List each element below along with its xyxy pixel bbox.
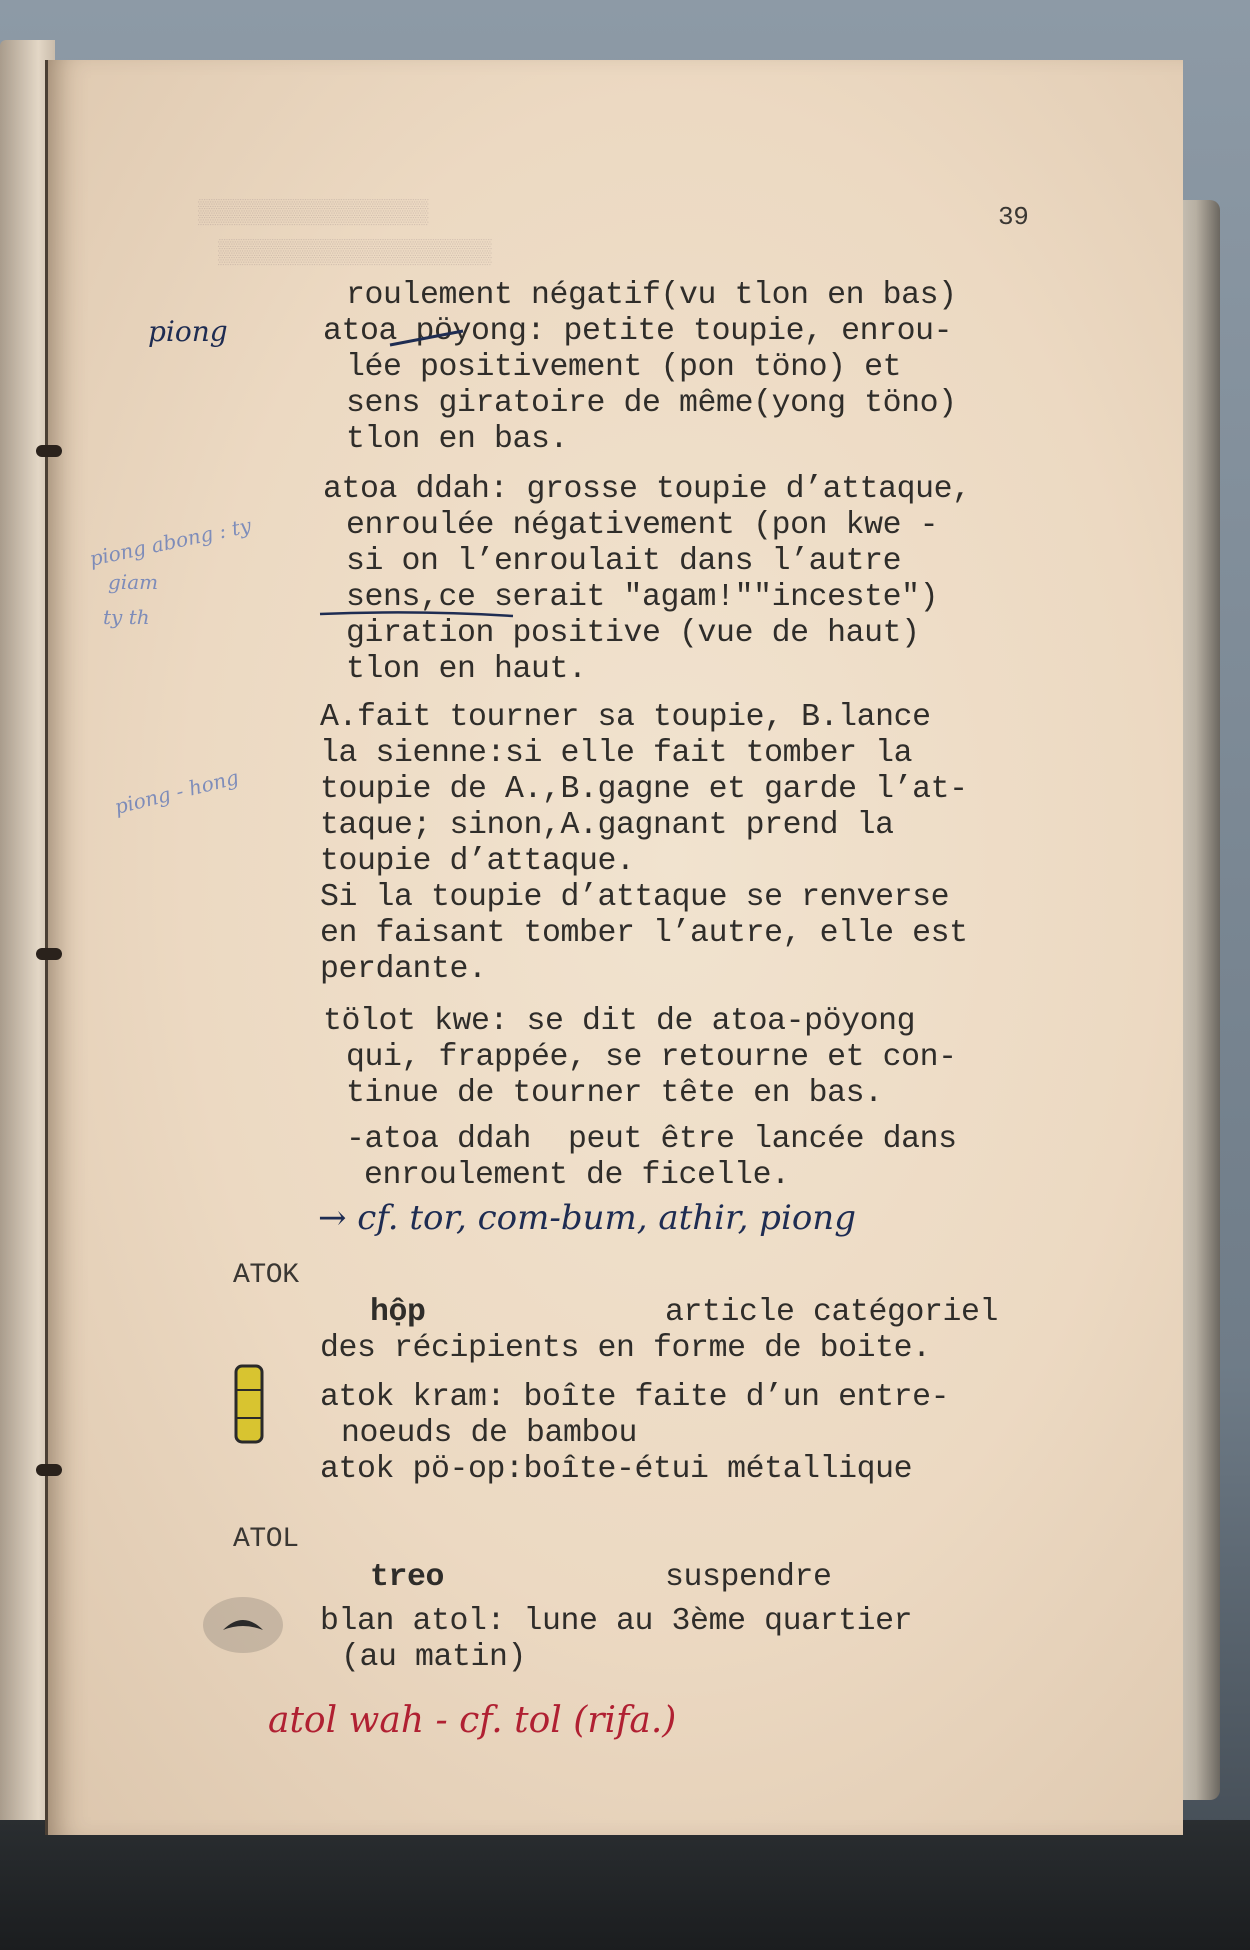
entry-line: noeuds de bambou (341, 1416, 638, 1451)
entry-line: roulement négatif(vu tlon en bas) (346, 278, 957, 313)
bleed-through: ▒▒▒▒▒▒▒▒▒▒▒▒▒▒▒▒▒▒▒ (218, 240, 492, 267)
entry-line: en faisant tomber l’autre, elle est (320, 916, 968, 951)
entry-line: giration positive (vue de haut) (346, 616, 920, 651)
entry-line: tölot kwe: se dit de atoa-pöyong (323, 1004, 916, 1039)
entry-line: atoa ddah: grosse toupie d’attaque, (323, 472, 971, 507)
binding-hole (36, 1464, 62, 1476)
blue-margin-note: giam (108, 570, 159, 594)
entry-line: sens,ce serait "agam!""inceste") (346, 580, 939, 615)
table-surface (0, 1820, 1250, 1950)
entry-line: lée positivement (pon töno) et (346, 350, 902, 385)
headword: ATOK (233, 1260, 299, 1291)
underline-mark (318, 608, 518, 620)
entry-line: atok kram: boîte faite d’un entre- (320, 1380, 950, 1415)
vietnamese-translation: treo (370, 1560, 445, 1595)
entry-line: tlon en haut. (346, 652, 587, 687)
vietnamese-translation: hộp (370, 1295, 426, 1330)
binding-hole (36, 948, 62, 960)
headword: ATOL (233, 1524, 299, 1555)
entry-line: blan atol: lune au 3ème quartier (320, 1604, 913, 1639)
entry-line: enroulée négativement (pon kwe - (346, 508, 939, 543)
binding-hole (36, 445, 62, 457)
entry-line: toupie de A.,B.gagne et garde l’at- (320, 772, 968, 807)
entry-line: Si la toupie d’attaque se renverse (320, 880, 950, 915)
entry-line: taque; sinon,A.gagnant prend la (320, 808, 894, 843)
blue-margin-note: ty th (103, 605, 150, 629)
entry-line: enroulement de ficelle. (364, 1158, 790, 1193)
handwritten-crossref: → cf. tor, com-bum, athir, piong (318, 1198, 856, 1238)
entry-line: (au matin) (341, 1640, 527, 1675)
entry-line: tinue de tourner tête en bas. (346, 1076, 883, 1111)
strikethrough-mark (388, 325, 468, 355)
page-number: 39 (998, 202, 1029, 232)
blue-margin-note: piong - hong (111, 764, 242, 820)
entry-line: atoa pöyong: petite toupie, enrou- (323, 314, 953, 349)
entry-line: -atoa ddah peut être lancée dans (346, 1122, 957, 1157)
handwritten-red-note: atol wah - cf. tol (rifa.) (268, 1700, 677, 1741)
entry-line: perdante. (320, 952, 487, 987)
entry-line: toupie d’attaque. (320, 844, 635, 879)
definition: article catégoriel (665, 1295, 999, 1330)
moon-drawing (198, 1590, 288, 1660)
entry-line: atok pö-op:boîte-étui métallique (320, 1452, 913, 1487)
entry-line: tlon en bas. (346, 422, 569, 457)
entry-line: qui, frappée, se retourne et con- (346, 1040, 957, 1075)
entry-line: des récipients en forme de boite. (320, 1331, 931, 1366)
document-page (45, 60, 1183, 1835)
definition: suspendre (665, 1560, 832, 1595)
bamboo-tube-drawing (230, 1360, 270, 1450)
entry-line: la sienne:si elle fait tomber la (320, 736, 913, 771)
entry-line: A.fait tourner sa toupie, B.lance (320, 700, 931, 735)
blue-margin-note: piong abong : ty (87, 513, 254, 571)
entry-line: sens giratoire de même(yong töno) (346, 386, 957, 421)
entry-line: si on l’enroulait dans l’autre (346, 544, 902, 579)
bleed-through: ▒▒▒▒▒▒▒▒▒▒▒▒▒▒▒▒ (198, 200, 429, 227)
handwritten-margin-note: piong (148, 315, 228, 348)
